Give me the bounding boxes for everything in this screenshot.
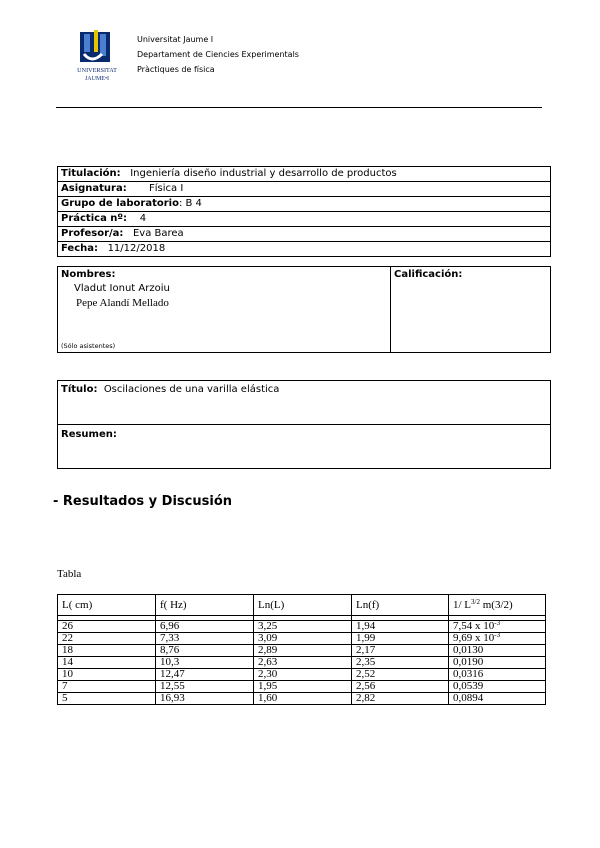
table-cell: 10 <box>58 669 156 681</box>
grupo-value: : B 4 <box>178 198 202 209</box>
names-box <box>57 266 551 353</box>
attendees-note: (Sólo asistentes) <box>61 342 116 350</box>
table-cell: 10,3 <box>156 657 254 669</box>
table-cell: 12,47 <box>156 669 254 681</box>
names-label: Nombres: <box>61 269 116 280</box>
grade-cell <box>391 267 550 352</box>
titulo-label: Título: <box>61 384 98 395</box>
header-cell: Ln(L) <box>254 595 352 616</box>
table-cell: 1,60 <box>254 693 352 705</box>
table-cell: 8,76 <box>156 645 254 657</box>
table-cell: 1,95 <box>254 681 352 693</box>
asignatura-label: Asignatura: <box>61 183 127 194</box>
resumen-label: Resumen: <box>61 429 117 440</box>
table-cell: 2,17 <box>352 645 449 657</box>
table-row <box>58 645 546 657</box>
table-cell: 2,35 <box>352 657 449 669</box>
header-unit: m(3/2) <box>482 599 513 611</box>
grupo-row <box>58 197 550 212</box>
profesor-value: Eva Barea <box>132 228 184 239</box>
header-text <box>137 32 299 77</box>
header-exponent: 3/2 <box>471 598 480 606</box>
table-row <box>58 693 546 705</box>
student-name-1: Vladut Ionut Arzoiu <box>74 283 170 294</box>
practica-value: 4 <box>139 213 147 224</box>
table-cell: 1,94 <box>352 621 449 633</box>
university-name: Universitat Jaume I <box>137 35 214 44</box>
titulo-value: Oscilaciones de una varilla elástica <box>103 384 280 395</box>
calificacion-label: Calificación: <box>394 269 463 280</box>
title-cell <box>58 381 550 425</box>
fecha-value: 11/12/2018 <box>107 243 166 254</box>
table-cell: 7,33 <box>156 633 254 645</box>
table-cell: 0,0316 <box>449 669 546 681</box>
titulacion-label: Titulación: <box>61 168 121 179</box>
fecha-label: Fecha: <box>61 243 99 254</box>
table-cell: 12,55 <box>156 681 254 693</box>
logo-text-top: UNIVERSITAT <box>77 67 117 74</box>
table-cell: 0,0130 <box>449 645 546 657</box>
table-cell: 2,82 <box>352 693 449 705</box>
cell-exponent: -3 <box>494 619 501 627</box>
table-row <box>58 621 546 633</box>
table-cell: 26 <box>58 621 156 633</box>
table-cell: 0,0894 <box>449 693 546 705</box>
asignatura-row <box>58 182 550 197</box>
table-cell: 2,89 <box>254 645 352 657</box>
titulacion-value: Ingeniería diseño industrial y desarrollo de productos <box>130 168 397 179</box>
section-heading: - Resultados y Discusión <box>53 494 233 509</box>
table-row <box>58 657 546 669</box>
table-cell: 1,99 <box>352 633 449 645</box>
table-cell: 3,25 <box>254 621 352 633</box>
table-cell: 5 <box>58 693 156 705</box>
info-table <box>57 166 551 257</box>
titulacion-row <box>58 167 550 182</box>
header-cell <box>449 595 546 616</box>
cell-value: 7,54 x 10 <box>453 620 495 632</box>
table-cell: 2,30 <box>254 669 352 681</box>
student-name-2: Pepe Alandí Mellado <box>76 297 169 309</box>
table-cell: 18 <box>58 645 156 657</box>
table-cell: 3,09 <box>254 633 352 645</box>
table-cell <box>449 633 546 645</box>
header-cell: L( cm) <box>58 595 156 616</box>
fecha-row <box>58 242 550 256</box>
profesor-row <box>58 227 550 242</box>
header-cell: f( Hz) <box>156 595 254 616</box>
title-abstract-box <box>57 380 551 469</box>
results-table <box>57 594 546 705</box>
logo-text-bottom: JAUME•I <box>84 76 110 82</box>
table-cell: 14 <box>58 657 156 669</box>
university-logo <box>66 28 128 86</box>
table-cell: 22 <box>58 633 156 645</box>
header-divider <box>56 107 542 108</box>
table-cell: 2,52 <box>352 669 449 681</box>
table-cell: 2,63 <box>254 657 352 669</box>
practica-label: Práctica nº: <box>61 213 128 224</box>
header-text: 1/ L <box>453 599 472 611</box>
course-name: Pràctiques de física <box>137 65 215 74</box>
table-row <box>58 681 546 693</box>
cell-exponent: -3 <box>494 631 501 639</box>
table-cell: 6,96 <box>156 621 254 633</box>
table-cell: 7 <box>58 681 156 693</box>
asignatura-value: Física I <box>149 183 184 194</box>
table-row <box>58 633 546 645</box>
resumen-cell <box>61 429 117 440</box>
profesor-label: Profesor/a: <box>61 228 124 239</box>
names-cell <box>58 267 391 352</box>
department-name: Departament de Ciencies Experimentals <box>137 50 299 59</box>
table-cell: 0,0539 <box>449 681 546 693</box>
table-cell: 2,56 <box>352 681 449 693</box>
table-cell: 16,93 <box>156 693 254 705</box>
table-row <box>58 669 546 681</box>
cell-value: 9,69 x 10 <box>453 632 495 644</box>
practica-row <box>58 212 550 227</box>
table-header-row <box>58 595 546 616</box>
table-caption: Tabla <box>57 568 82 580</box>
grupo-label: Grupo de laboratorio <box>61 198 179 209</box>
header-cell: Ln(f) <box>352 595 449 616</box>
table-cell: 0,0190 <box>449 657 546 669</box>
